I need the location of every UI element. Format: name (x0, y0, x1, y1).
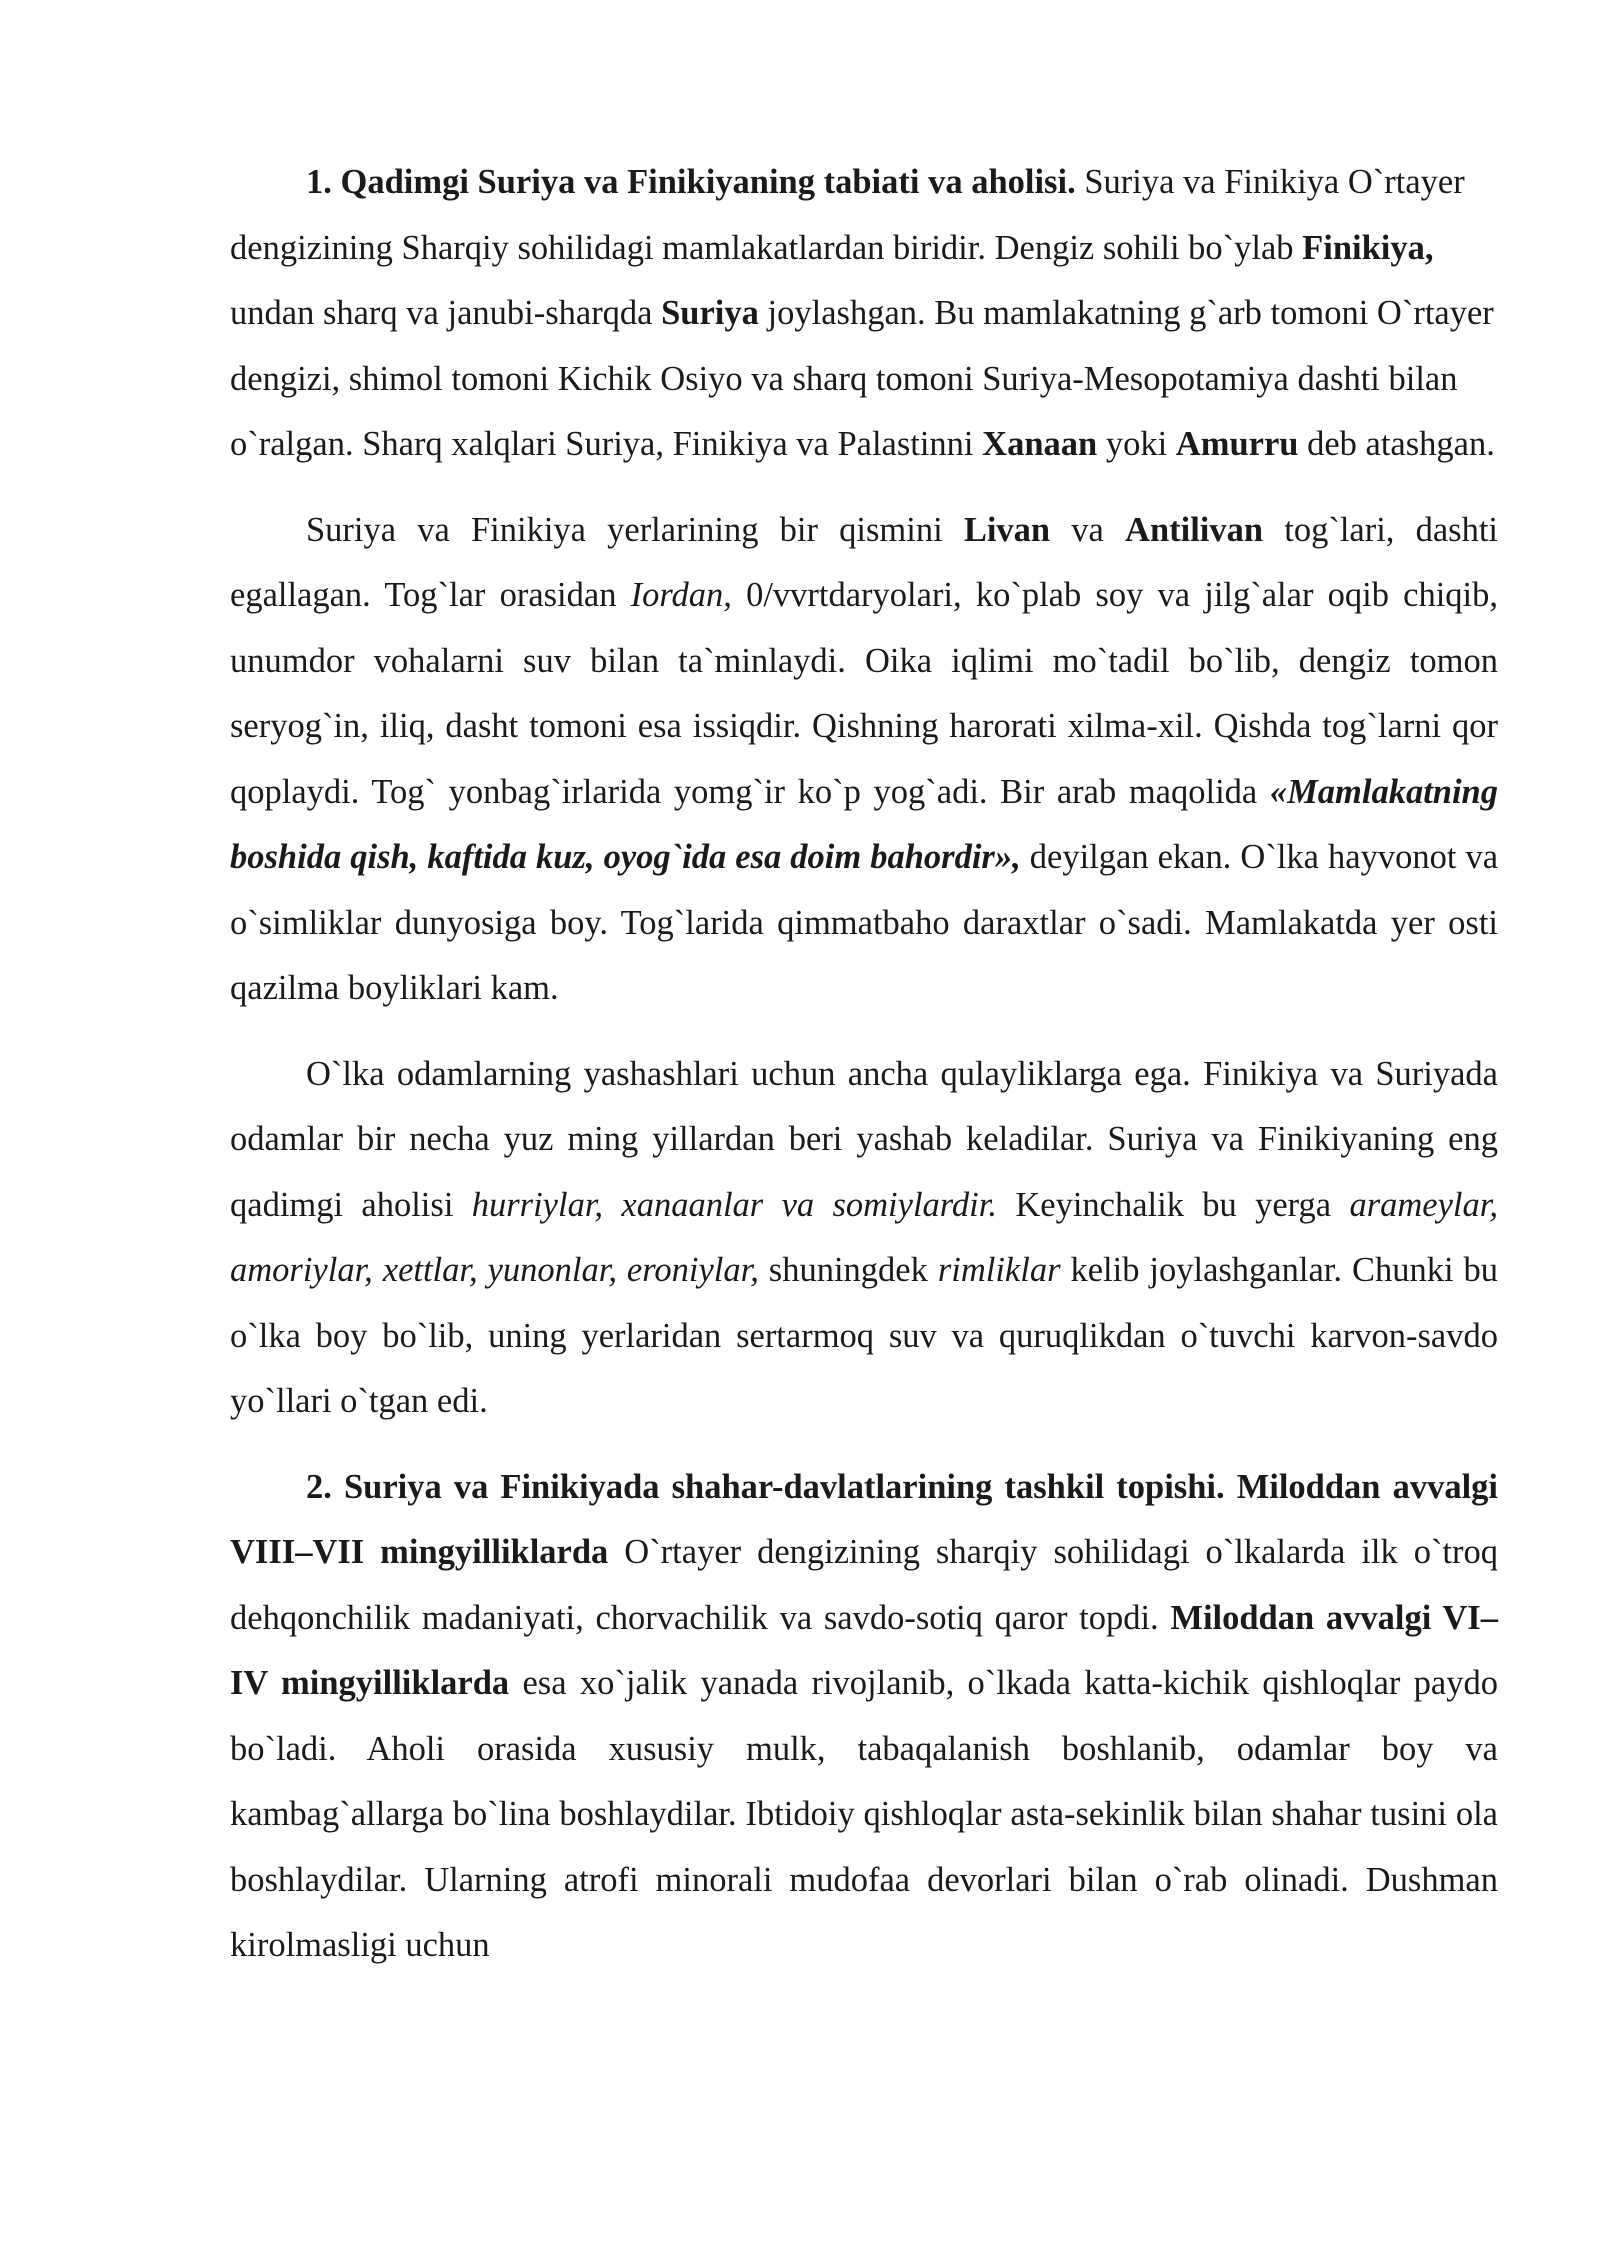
section-1-heading: 1. Qadimgi Suriya va Finikiyaning tabiati va aholisi. (306, 163, 1076, 201)
text-run: Keyinchalik bu yerga (997, 1185, 1350, 1224)
italic-term: rimliklar (937, 1251, 1061, 1289)
italic-term: hurriylar, xanaanlar va somiylardir. (471, 1185, 997, 1224)
text-run: Suriya va Finikiya yerlarining bir qismini (306, 510, 964, 549)
bold-term: Finikiya, (1302, 228, 1434, 267)
section-2-heading: 2. Suriya va Finikiyada shahar-davlatlarining tashkil topishi. Miloddan avvalgi VIII–VII mingyilliklarda (230, 1467, 1498, 1571)
text-run: undan sharq va janubi-sharqda (230, 294, 662, 332)
proverb-quote-text: «Mamlakatning boshida qish, kaftida kuz, oyog`ida esa doim bahordir», (230, 772, 1498, 876)
text-run: esa xo`jalik yanada rivojlanib, o`lkada katta-kichik qishloqlar paydo bo`ladi. Aholi orasida xususiy mulk, tabaqalanish boshlanib, odamlar boy va kambag`allarga bo`lina boshlaydilar. Ibtidoiy qishloqlar asta-sekinlik bilan shahar tusini ola boshlaydilar. Ularning atrofi minorali mudofaa devorlari bilan o`rab olinadi. Dushman kirolmasligi uchun (230, 1664, 1498, 1964)
bold-term: Miloddan avvalgi VI–IV mingyilliklarda (230, 1598, 1498, 1702)
paragraph-4 (230, 1455, 1498, 1979)
bold-term: Livan (963, 510, 1051, 549)
text-run: deyilgan ekan. O`lka hayvonot va o`simliklar dunyosiga boy. Tog`larida qimmatbaho daraxtlar o`sadi. Mamlakatda yer osti qazilma boyliklari kam. (230, 838, 1499, 1007)
text-run: tog`lari, dashti egallagan. Tog`lar orasidan (230, 510, 1498, 614)
text-run: deb atashgan. (1298, 425, 1495, 463)
bold-term: Suriya (661, 294, 759, 332)
bold-term: Amurru (1175, 425, 1299, 463)
paragraph-2 (230, 498, 1498, 1022)
text-run: joylashgan. Bu mamlakatning g`arb tomoni O`rtayer dengizi, shimol tomoni Kichik Osiyo va sharq tomoni Suriya-Mesopotamiya dashti bilan o`ralgan. Sharq xalqlari Suriya, Finikiya va Palastinni (230, 294, 1494, 463)
italic-term: Iordan, (630, 576, 732, 614)
text-run: O`lka odamlarning yashashlari uchun ancha qulayliklarga ega. Finikiya va Suriyada odamlar bir necha yuz ming yillardan beri yashab keladilar. Suriya va Finikiyaning eng qadimgi aholisi (230, 1054, 1498, 1224)
text-run: yoki (1097, 425, 1176, 463)
bold-term: Antilivan (1125, 510, 1264, 549)
text-run: shuningdek (758, 1251, 938, 1289)
italic-term: arameylar, amoriylar, xettlar, yunonlar, eroniylar, (230, 1185, 1498, 1289)
text-run: kelib joylashganlar. Chunki bu o`lka boy bo`lib, uning yerlaridan sertarmoq suv va quruqlikdan o`tuvchi karvon-savdo yo`llari o`tgan edi. (230, 1251, 1498, 1420)
text-run: 0/vvrtdaryolari, ko`plab soy va jilg`alar oqib chiqib, unumdor vohalarni suv bilan ta`minlaydi. Oika iqlimi mo`tadil bo`lib, dengiz tomon seryog`in, iliq, dasht tomoni esa issiqdir. Qishning harorati xilma-xil. Qishda tog`larni qor qoplaydi. Tog` yonbag`irlarida yomg`ir ko`p yog`adi. Bir arab maqolida (230, 576, 1498, 811)
paragraph-3 (230, 1042, 1498, 1435)
bold-term: Xanaan (982, 425, 1098, 463)
paragraph-1 (230, 150, 1498, 478)
text-run: Suriya va Finikiya O`rtayer dengizining Sharqiy sohilidagi mamlakatlardan biridir. Dengiz sohili bo`ylab (230, 163, 1465, 267)
document-page (230, 150, 1498, 1999)
text-run: va (1050, 510, 1126, 549)
text-run: O`rtayer dengizining sharqiy sohilidagi o`lkalarda ilk o`troq dehqonchilik madaniyati, chorvachilik va savdo-sotiq qaror topdi. (230, 1533, 1499, 1637)
